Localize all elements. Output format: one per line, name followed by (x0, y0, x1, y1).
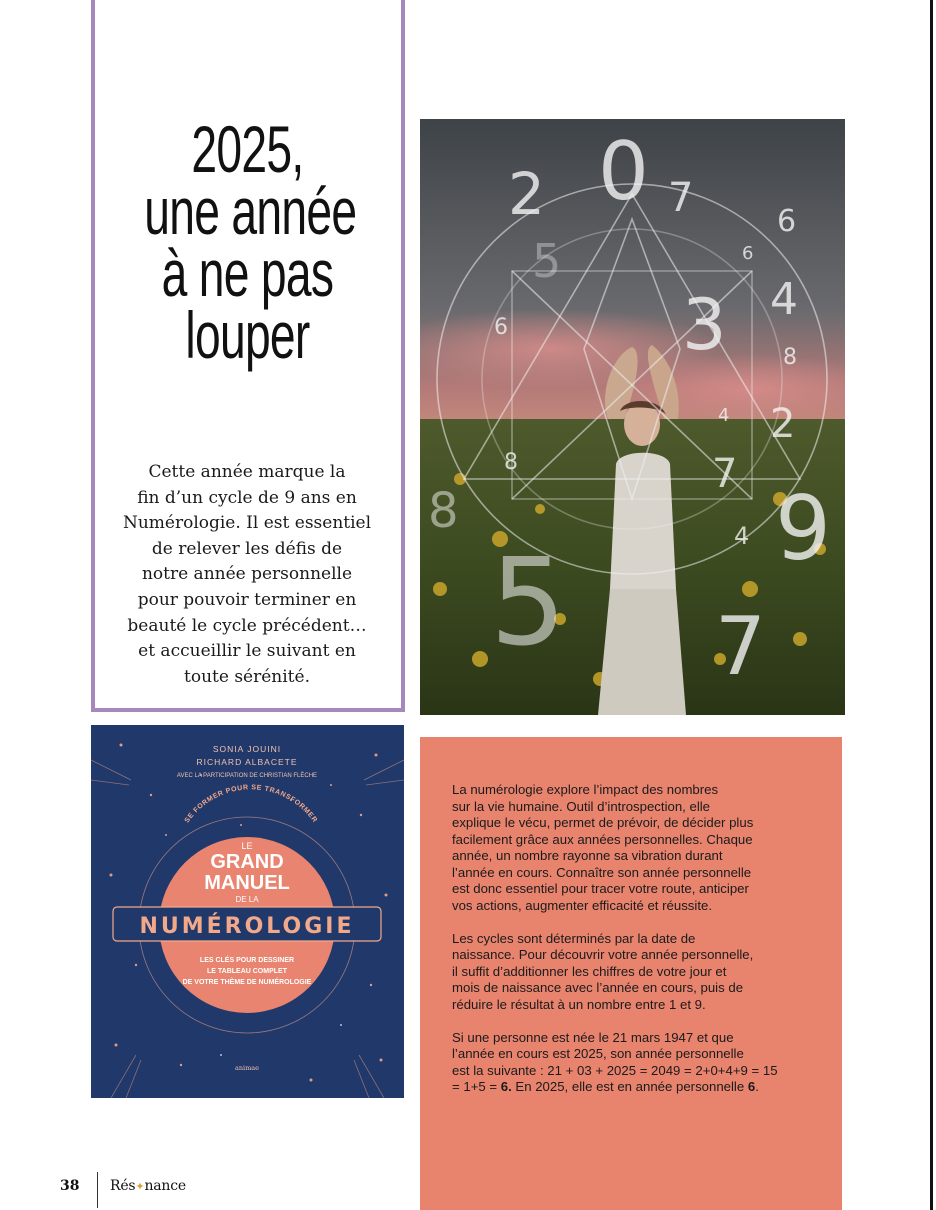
info-bold-number: 6. (500, 1079, 512, 1094)
brand-text: nance (144, 1178, 186, 1194)
photo-number: 7 (712, 451, 738, 497)
info-text-run: = 1+5 = (452, 1079, 501, 1094)
paragraph-gap (452, 914, 812, 931)
photo-number: 4 (718, 405, 730, 426)
lead-line: Numérologie. Il est essentiel (122, 513, 372, 534)
magazine-brand (110, 1178, 186, 1194)
lead-line: Cette année marque la (148, 462, 346, 482)
photo-number: 7 (668, 175, 694, 221)
brand-star-icon: ✦ (135, 1180, 145, 1193)
photo-number: 6 (777, 204, 797, 239)
headline-line: louper (185, 298, 310, 372)
info-text (452, 782, 812, 1096)
cover-tagline-path: SE FORMER POUR SE TRANSFORMER (183, 784, 319, 825)
right-page-rule (930, 0, 933, 1210)
article-headline (144, 112, 357, 372)
paragraph-gap (452, 1013, 812, 1030)
info-line: l’année en cours est 2025, son année personnelle (452, 1046, 744, 1061)
lead-line: toute sérénité. (184, 666, 310, 687)
article-lead (104, 460, 390, 690)
lead-line: beauté le cycle précédent… (127, 615, 367, 636)
cover-title-le: LE (241, 841, 253, 851)
lead-line: de relever les défis de (151, 538, 343, 559)
photo-number: 2 (508, 160, 545, 228)
cover-publisher: animae (234, 1064, 260, 1072)
info-line: l’année en cours. Connaître son année personnelle (452, 864, 752, 880)
book-cover-art (91, 725, 404, 1098)
cover-participation: AVEC LA PARTICIPATION DE CHRISTIAN FLÈCHE (176, 773, 318, 779)
lead-line: fin d’un cycle de 9 ans en (137, 487, 357, 508)
lead-line: et accueillir le suivant en (138, 641, 356, 662)
photo-number: 9 (775, 477, 831, 580)
cover-title-dela: DE LA (235, 895, 259, 904)
info-line: réduire le résultat à un nombre entre 1 et 9. (452, 996, 706, 1012)
brand-text: Rés (110, 1178, 136, 1194)
photo-number: 5 (490, 534, 567, 673)
info-line: explique le vécu, permet de prévoir, de décider plus (452, 815, 754, 830)
photo-number: 8 (783, 345, 797, 370)
info-line: année, un nombre rayonne sa vibration durant (452, 848, 723, 863)
photo-number: 8 (428, 483, 459, 539)
headline-line: à ne pas (161, 236, 334, 310)
photo-number: 5 (532, 234, 562, 288)
cover-title-manuel: MANUEL (204, 872, 290, 894)
info-line: naissance. Pour découvrir votre année personnelle, (452, 947, 754, 962)
page-number: 38 (60, 1178, 80, 1194)
info-text-run: En 2025, elle est en année personnelle (511, 1079, 748, 1094)
photo-number: 0 (598, 125, 649, 218)
lead-line: notre année personnelle (141, 564, 353, 585)
footer-divider (97, 1172, 98, 1208)
info-line: facilement grâce aux années personnelles. Chaque (452, 831, 753, 847)
numerology-photo (420, 119, 845, 715)
info-line: est donc essentiel pour tracer votre route, anticiper (452, 881, 749, 896)
cover-title-grand: GRAND (210, 851, 284, 873)
photo-number: 7 (715, 600, 766, 693)
book-cover (91, 725, 404, 1098)
lead-line: pour pouvoir terminer en (137, 589, 357, 610)
info-line: Si une personne est née le 21 mars 1947 et que (452, 1029, 734, 1045)
info-line (452, 1079, 812, 1096)
cover-title-main: NUMÉROLOGIE (139, 914, 355, 939)
cover-subtitle-line: DE VOTRE THÈME DE NUMÉROLOGIE (182, 979, 312, 986)
info-line: vos actions, augmenter efficacité et réussite. (452, 897, 712, 913)
info-line: est la suivante : 21 + 03 + 2025 = 2049 = 2+0+4+9 = 15 (452, 1062, 778, 1078)
info-line: Les cycles sont déterminés par la date de (452, 930, 696, 946)
info-text-run: . (755, 1079, 759, 1094)
cover-author: SONIA JOUINI (212, 744, 282, 754)
headline-line: une année (144, 174, 357, 248)
cover-author: RICHARD ALBACETE (196, 757, 298, 767)
photo-illustration (420, 119, 845, 715)
cover-subtitle-line: LES CLÉS POUR DESSINER (199, 957, 295, 964)
photo-number: 8 (504, 450, 518, 475)
info-line: sur la vie humaine. Outil d’introspection, elle (452, 798, 711, 814)
photo-number: 4 (734, 522, 750, 550)
info-line: mois de naissance avec l’année en cours, puis de (452, 980, 744, 995)
cover-subtitle-line: LE TABLEAU COMPLET (207, 968, 287, 975)
info-line: La numérologie explore l’impact des nombres (452, 782, 719, 797)
photo-number: 2 (770, 401, 796, 447)
numerology-info-box (420, 737, 842, 1210)
photo-number: 6 (742, 243, 754, 264)
photo-number: 6 (494, 315, 508, 340)
photo-number: 3 (682, 284, 727, 366)
photo-number: 4 (770, 274, 798, 325)
info-bold-number: 6 (747, 1079, 756, 1094)
headline-line: 2025, (191, 112, 304, 186)
info-line: il suffit d’additionner les chiffres de votre jour et (452, 963, 727, 979)
